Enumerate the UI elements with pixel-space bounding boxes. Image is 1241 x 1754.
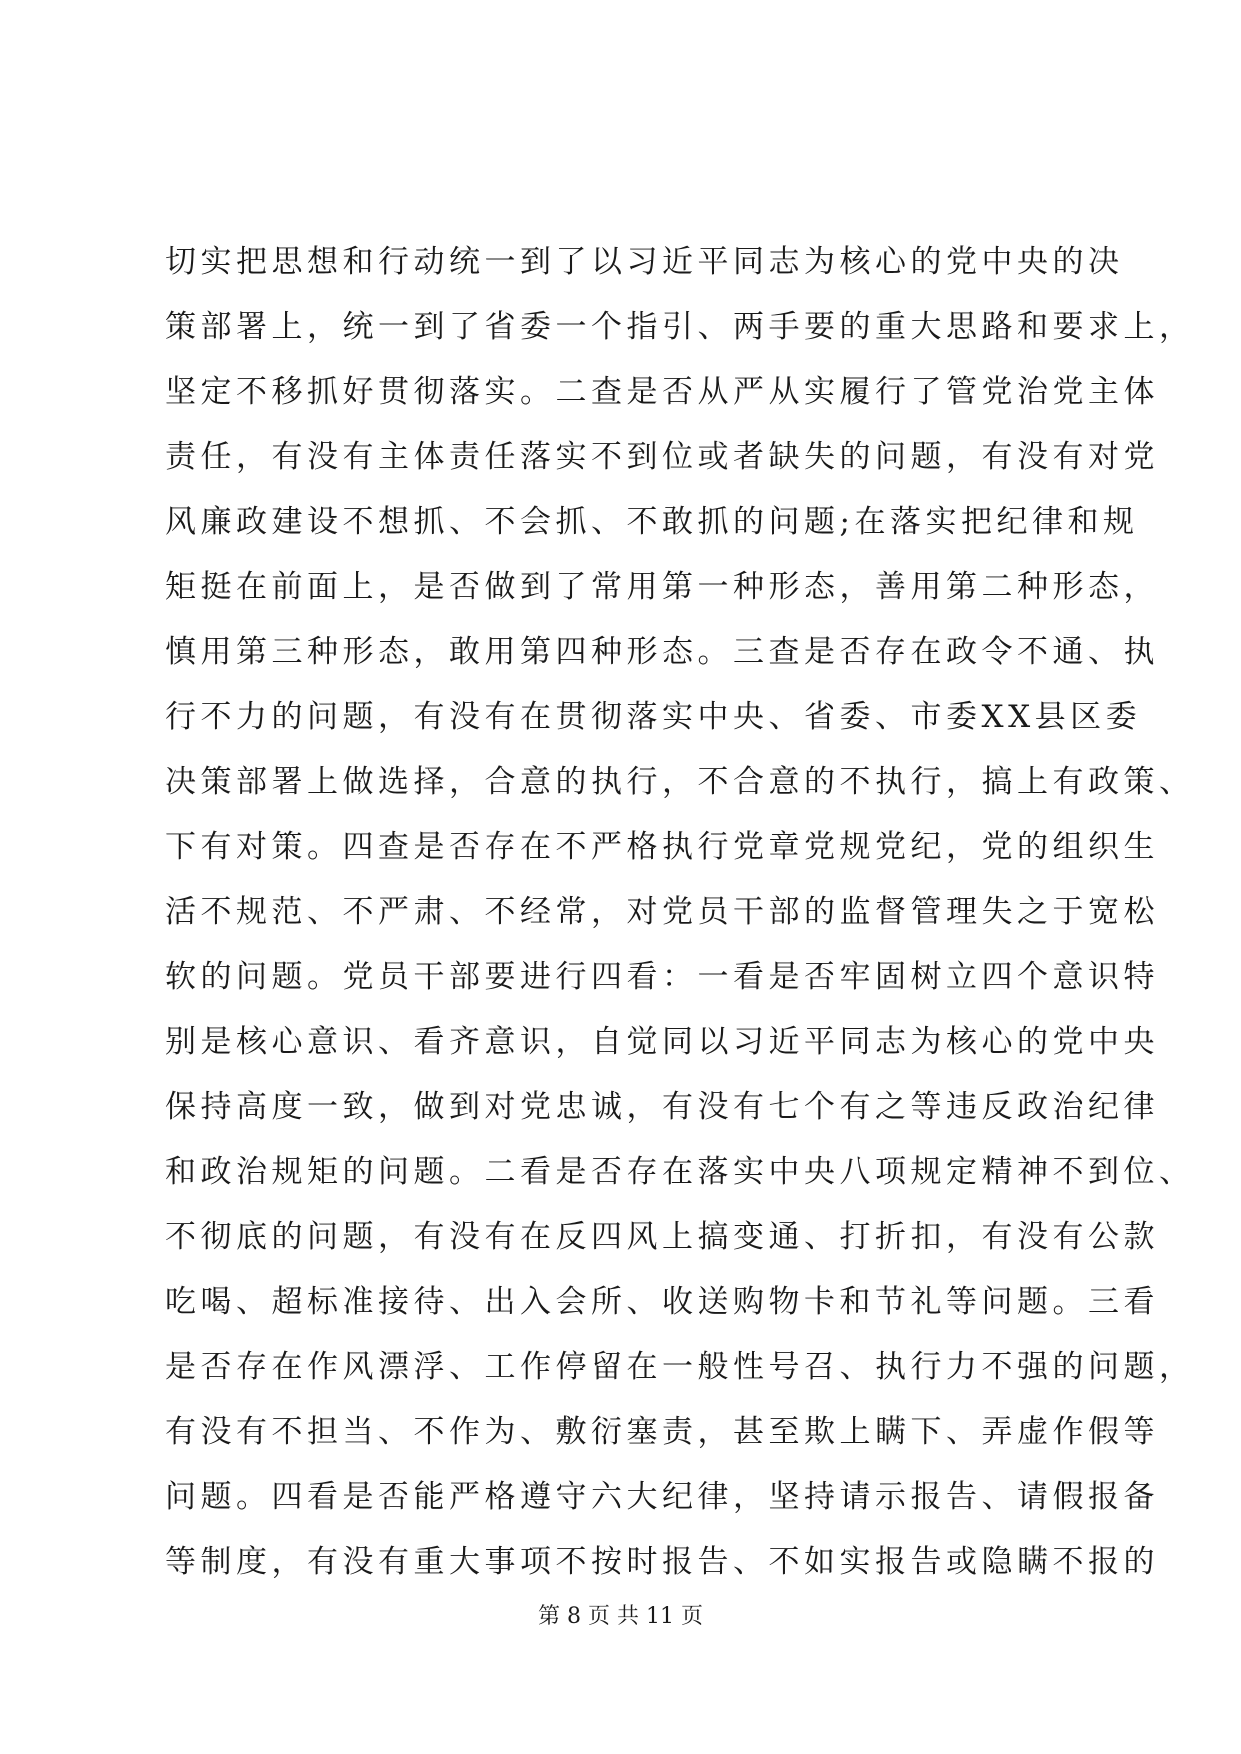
text-line: 问题。四看是否能严格遵守六大纪律，坚持请示报告、请假报备 (165, 1479, 1159, 1515)
text-line: 矩挺在前面上，是否做到了常用第一种形态，善用第二种形态， (165, 569, 1159, 605)
text-line: 决策部署上做选择，合意的执行，不合意的不执行，搞上有政策、 (165, 764, 1195, 800)
text-line: 不彻底的问题，有没有在反四风上搞变通、打折扣，有没有公款 (165, 1219, 1159, 1255)
text-line: 责任，有没有主体责任落实不到位或者缺失的问题，有没有对党 (165, 439, 1159, 475)
text-line: 保持高度一致，做到对党忠诚，有没有七个有之等违反政治纪律 (165, 1089, 1159, 1125)
text-line: 软的问题。党员干部要进行四看：一看是否牢固树立四个意识特 (165, 959, 1159, 995)
text-line: 行不力的问题，有没有在贯彻落实中央、省委、市委XX县区委 (165, 699, 1142, 735)
text-line: 吃喝、超标准接待、出入会所、收送购物卡和节礼等问题。三看 (165, 1284, 1159, 1320)
text-line: 别是核心意识、看齐意识，自觉同以习近平同志为核心的党中央 (165, 1024, 1159, 1060)
text-line: 风廉政建设不想抓、不会抓、不敢抓的问题;在落实把纪律和规 (165, 504, 1139, 540)
text-line: 坚定不移抓好贯彻落实。二查是否从严从实履行了管党治党主体 (165, 374, 1159, 410)
text-line: 切实把思想和行动统一到了以习近平同志为核心的党中央的决 (165, 244, 1124, 280)
page-number: 第 8 页 共 11 页 (538, 1604, 703, 1629)
text-line: 慎用第三种形态，敢用第四种形态。三查是否存在政令不通、执 (165, 634, 1159, 670)
text-line: 下有对策。四查是否存在不严格执行党章党规党纪，党的组织生 (165, 829, 1159, 865)
text-line: 活不规范、不严肃、不经常，对党员干部的监督管理失之于宽松 (165, 894, 1159, 930)
text-line: 有没有不担当、不作为、敷衍塞责，甚至欺上瞒下、弄虚作假等 (165, 1414, 1159, 1450)
text-line: 等制度，有没有重大事项不按时报告、不如实报告或隐瞒不报的 (165, 1544, 1159, 1580)
text-line: 和政治规矩的问题。二看是否存在落实中央八项规定精神不到位、 (165, 1154, 1195, 1190)
text-line: 策部署上，统一到了省委一个指引、两手要的重大思路和要求上， (165, 309, 1195, 345)
body-text (165, 230, 1195, 1595)
text-line: 是否存在作风漂浮、工作停留在一般性号召、执行力不强的问题， (165, 1349, 1195, 1385)
